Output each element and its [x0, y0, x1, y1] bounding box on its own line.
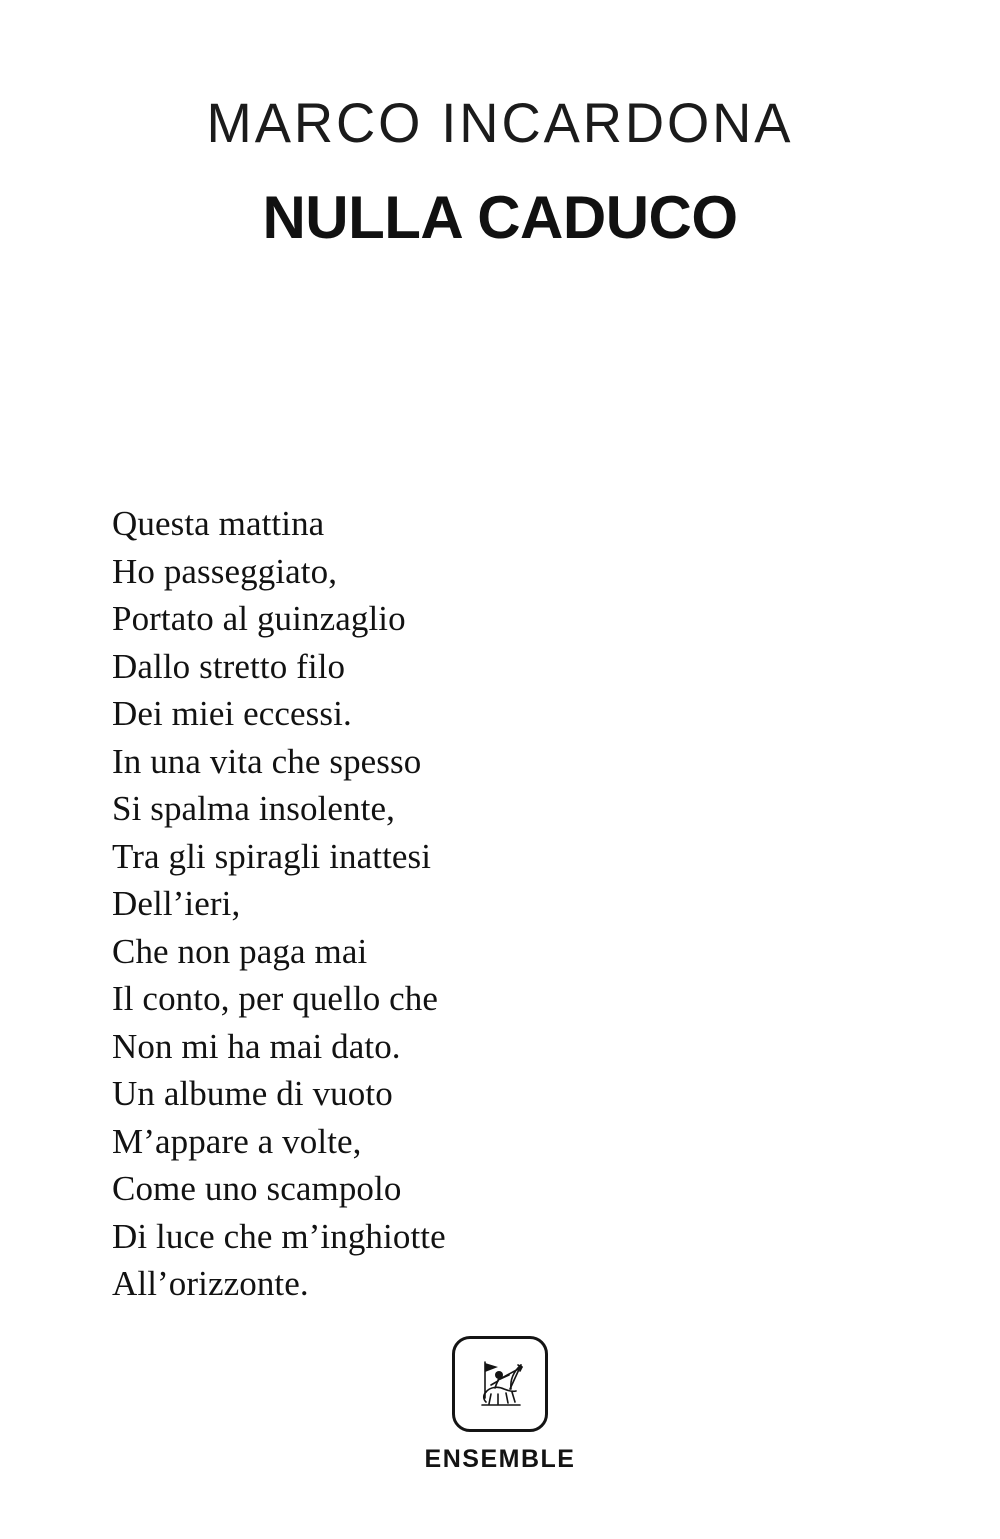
poem-block: [112, 500, 872, 1308]
poem-line: Portato al guinzaglio: [112, 599, 406, 638]
poem-line: Un albume di vuoto: [112, 1074, 393, 1113]
poem-line: Questa mattina: [112, 504, 325, 543]
poem-line: Si spalma insolente,: [112, 789, 395, 828]
poem-line: Ho passeggiato,: [112, 551, 338, 591]
poem-line: In una vita che spesso: [112, 741, 422, 781]
poem-line: Dell’ieri,: [112, 884, 241, 923]
poem-line: Non mi ha mai dato.: [112, 1026, 401, 1066]
poem-line: Dei miei eccessi.: [112, 694, 352, 733]
publisher-name: ENSEMBLE: [424, 1445, 576, 1473]
poem-line: M’appare a volte,: [112, 1121, 362, 1161]
poem-line: Il conto, per quello che: [112, 979, 439, 1018]
poem-line: All’orizzonte.: [112, 1264, 309, 1303]
poem-line: Che non paga mai: [112, 931, 368, 971]
publisher-logo-block: [0, 1336, 1000, 1474]
poem-line: Di luce che m’inghiotte: [112, 1216, 446, 1256]
author-name: MARCO INCARDONA: [206, 91, 794, 154]
poem-line: Come uno scampolo: [112, 1169, 402, 1208]
poem-line: Dallo stretto filo: [112, 646, 346, 686]
book-title: NULLA CADUCO: [262, 184, 738, 251]
ensemble-knight-archer-icon: [452, 1336, 548, 1432]
poem-line: Tra gli spiragli inattesi: [112, 836, 432, 876]
